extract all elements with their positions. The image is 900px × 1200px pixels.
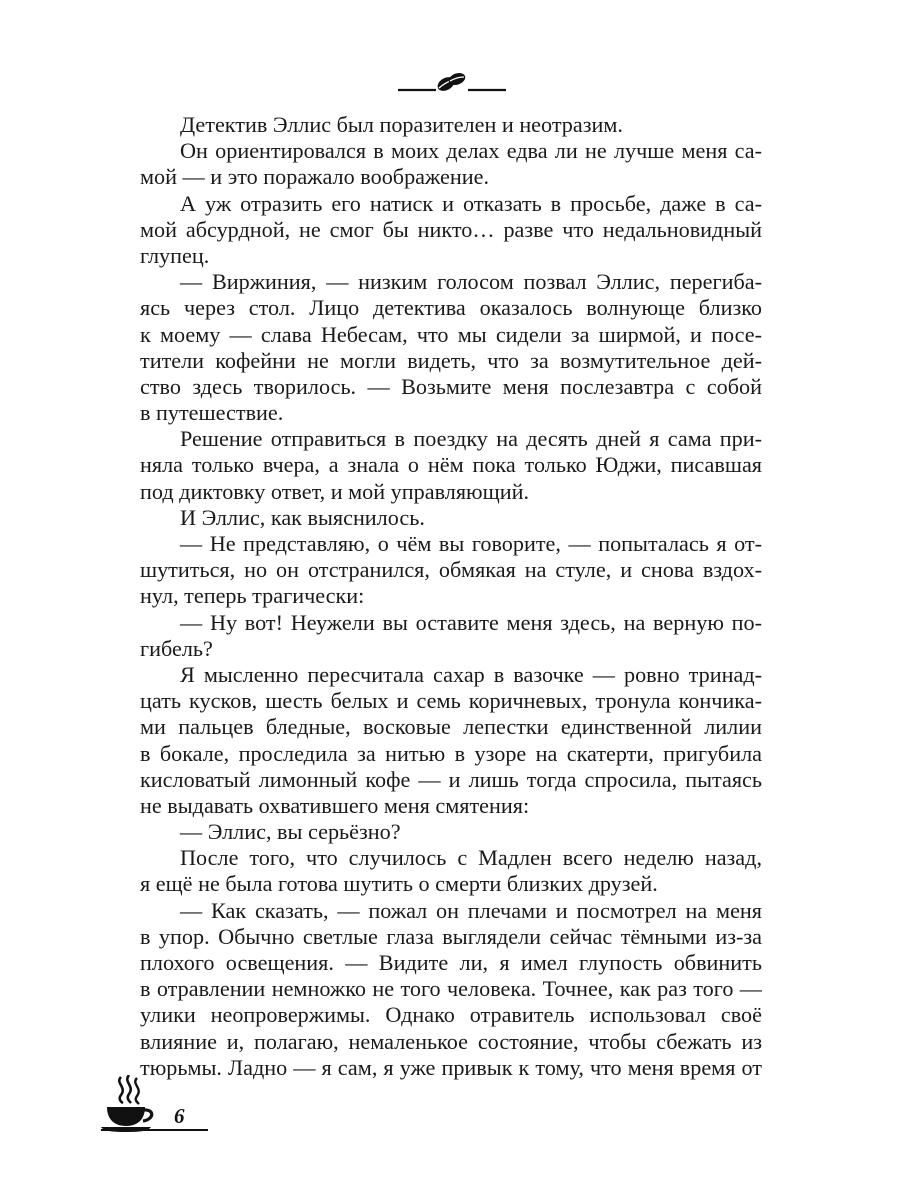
- text-line: — Как сказать, — пожал он плечами и посмотрел на меня: [180, 897, 762, 923]
- text-line: в бокале, проследила за нитью в узоре на скатерти, пригубила: [140, 740, 762, 766]
- text-line: мой абсурдной, не смог бы никто… разве что недальновидный: [140, 216, 762, 242]
- steam-wisp-right: [135, 1078, 139, 1104]
- cup-body: [107, 1107, 145, 1126]
- text-line: Он ориентировался в моих делах едва ли не лучше меня са-: [180, 138, 762, 164]
- text-line: мой — и это поражало воображение.: [140, 164, 490, 190]
- text-line: — Виржиния, — низким голосом позвал Эллис, перегиба-: [180, 269, 762, 295]
- coffee-bean-icon: [435, 71, 467, 94]
- text-line: ство здесь творилось. — Возьмите меня послезавтра с собой: [140, 373, 762, 399]
- text-line: к моему — слава Небесам, что мы сидели за ширмой, и посе-: [140, 321, 762, 347]
- text-line: улики неопровержимы. Однако отравитель использовал своё: [140, 1002, 762, 1028]
- text-line: я ещё не была готова шутить о смерти близких друзей.: [140, 871, 658, 897]
- text-line: Решение отправиться в поездку на десять дней я сама при-: [180, 426, 762, 452]
- steam-wisp-left: [119, 1077, 123, 1103]
- text-line: ми пальцев бледные, восковые лепестки единственной лилии: [140, 714, 762, 740]
- text-line: — Эллис, вы серьёзно?: [180, 819, 401, 845]
- text-line: Детектив Эллис был поразителен и неотразим.: [180, 112, 623, 137]
- header-ornament: [398, 68, 506, 96]
- text-line: — Не представляю, о чём вы говорите, — попыталась я от-: [180, 531, 762, 556]
- text-line: шутиться, но он отстранился, обмякая на стуле, и снова вздох-: [140, 557, 762, 583]
- text-line: нул, теперь трагически:: [140, 583, 365, 609]
- text-line: цать кусков, шесть белых и семь коричневых, тронула кончика-: [140, 688, 762, 714]
- text-line: глупец.: [140, 242, 210, 268]
- text-line: влияние и, полагаю, немаленькое состояние, чтобы сбежать из: [140, 1028, 762, 1054]
- text-line: тители кофейни не могли видеть, что за возмутительное дей-: [140, 347, 762, 373]
- text-line: няла только вчера, а знала о нём пока только Юджи, писавшая: [140, 452, 762, 478]
- text-line: Я мысленно пересчитала сахар в вазочке — ровно тринад-: [180, 661, 762, 687]
- text-line: под диктовку ответ, и мой управляющий.: [140, 478, 530, 504]
- text-line: ясь через стол. Лицо детектива оказалось волнующе близко: [140, 295, 762, 321]
- text-line: И Эллис, как выяснилось.: [180, 504, 425, 530]
- text-line: После того, что случилось с Мадлен всего неделю назад,: [180, 845, 762, 871]
- text-line: не выдавать охватившего меня смятения:: [140, 792, 530, 818]
- text-line: в путешествие.: [140, 400, 284, 426]
- page-number: 6: [174, 1104, 185, 1128]
- text-line: плохого освещения. — Видите ли, я имел глупость обвинить: [140, 950, 762, 975]
- body-text: [140, 112, 762, 1081]
- text-line: кисловатый лимонный кофе — и лишь тогда спросила, пытаясь: [140, 766, 762, 792]
- coffee-cup-icon: [101, 1075, 157, 1135]
- text-line: гибель?: [140, 635, 213, 661]
- text-line: в упор. Обычно светлые глаза выглядели сейчас тёмными из-за: [140, 923, 762, 949]
- text-line: А уж отразить его натиск и отказать в просьбе, даже в са-: [180, 190, 762, 216]
- text-line: тюрьмы. Ладно — я сам, я уже привык к тому, что меня время от: [140, 1054, 762, 1080]
- text-line: — Ну вот! Неужели вы оставите меня здесь, на верную по-: [180, 609, 762, 635]
- text-line: в отравлении немножко не того человека. Точнее, как раз того —: [140, 976, 762, 1002]
- footer-rule: [101, 1129, 208, 1131]
- steam-wisp-center: [127, 1075, 131, 1103]
